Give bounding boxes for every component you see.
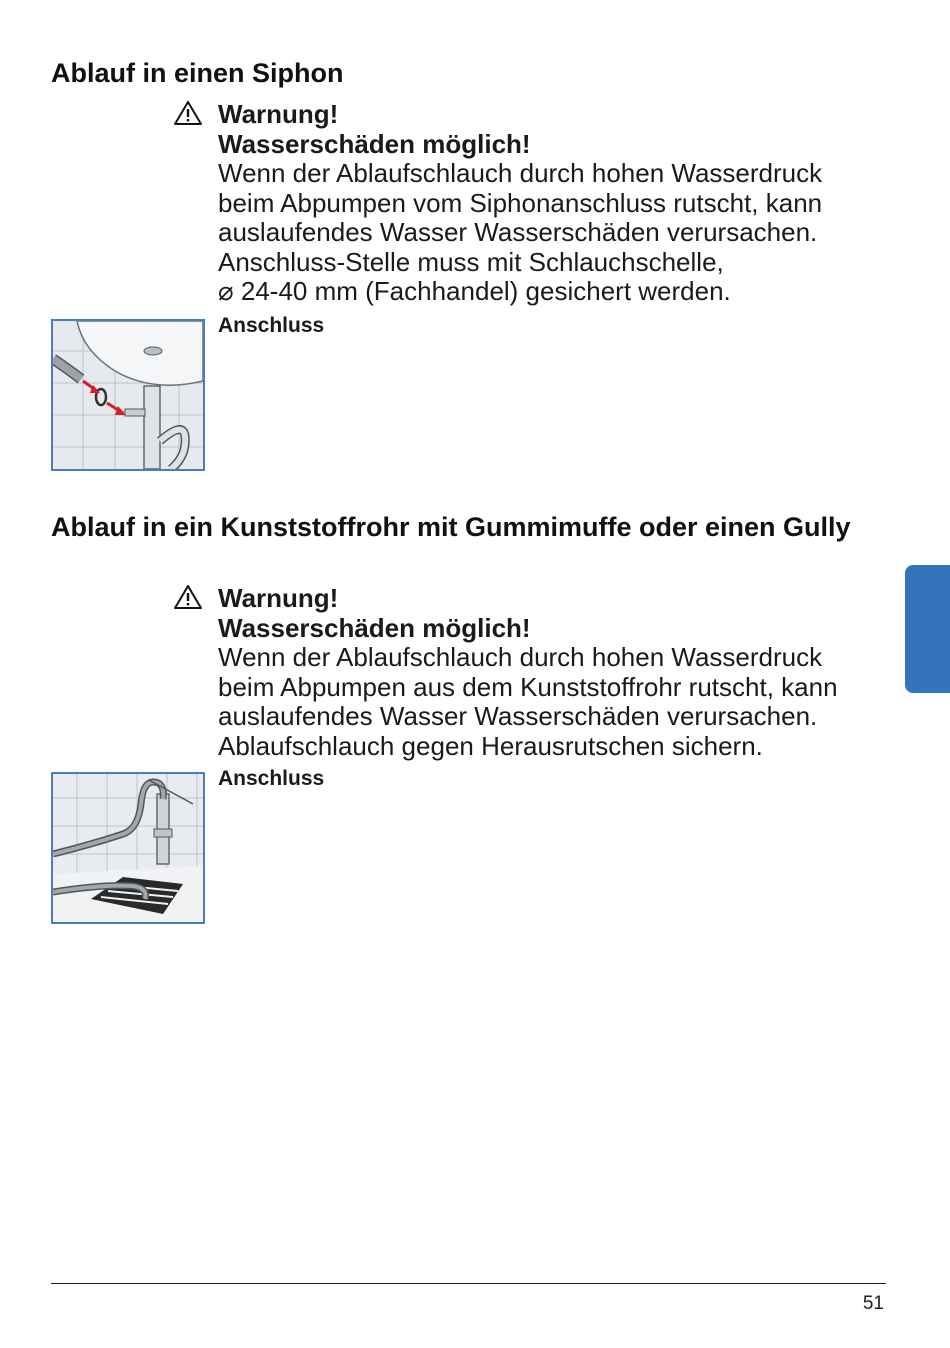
warning-block-plastic-pipe bbox=[218, 584, 908, 761]
warning-triangle-icon bbox=[173, 584, 203, 610]
warning-line: auslaufendes Wasser Wasserschäden verursachen. bbox=[218, 217, 818, 247]
warning-title: Warnung! bbox=[218, 583, 339, 613]
warning-line: Wenn der Ablaufschlauch durch hohen Wasserdruck bbox=[218, 642, 823, 672]
warning-line: auslaufendes Wasser Wasserschäden verursachen. bbox=[218, 701, 818, 731]
warning-subtitle: Wasserschäden möglich! bbox=[218, 612, 531, 643]
warning-title: Warnung! bbox=[218, 99, 339, 129]
illustration-caption: Anschluss bbox=[218, 767, 325, 790]
page-number: 51 bbox=[862, 1293, 884, 1314]
warning-triangle-icon bbox=[173, 100, 203, 126]
siphon-connection-illustration bbox=[51, 319, 205, 471]
warning-line: beim Abpumpen aus dem Kunststoffrohr rutscht, kann bbox=[218, 671, 838, 702]
warning-line: ⌀ 24-40 mm (Fachhandel) gesichert werden. bbox=[218, 276, 731, 306]
warning-line: beim Abpumpen vom Siphonanschluss rutscht, kann bbox=[218, 187, 823, 218]
warning-subtitle: Wasserschäden möglich! bbox=[218, 128, 531, 159]
section-heading-siphon: Ablauf in einen Siphon bbox=[51, 58, 344, 88]
plastic-pipe-gully-illustration bbox=[51, 772, 205, 924]
illustration-caption: Anschluss bbox=[218, 314, 325, 337]
chapter-tab-marker bbox=[905, 565, 950, 693]
warning-line: Anschluss-Stelle muss mit Schlauchschelle, bbox=[218, 246, 724, 277]
warning-block-siphon bbox=[218, 100, 908, 307]
section-heading-plastic-pipe: Ablauf in ein Kunststoffrohr mit Gummimuffe oder einen Gully bbox=[51, 512, 851, 542]
warning-line: Ablaufschlauch gegen Herausrutschen sichern. bbox=[218, 730, 763, 761]
warning-line: Wenn der Ablaufschlauch durch hohen Wasserdruck bbox=[218, 158, 823, 188]
footer-divider bbox=[51, 1283, 886, 1284]
